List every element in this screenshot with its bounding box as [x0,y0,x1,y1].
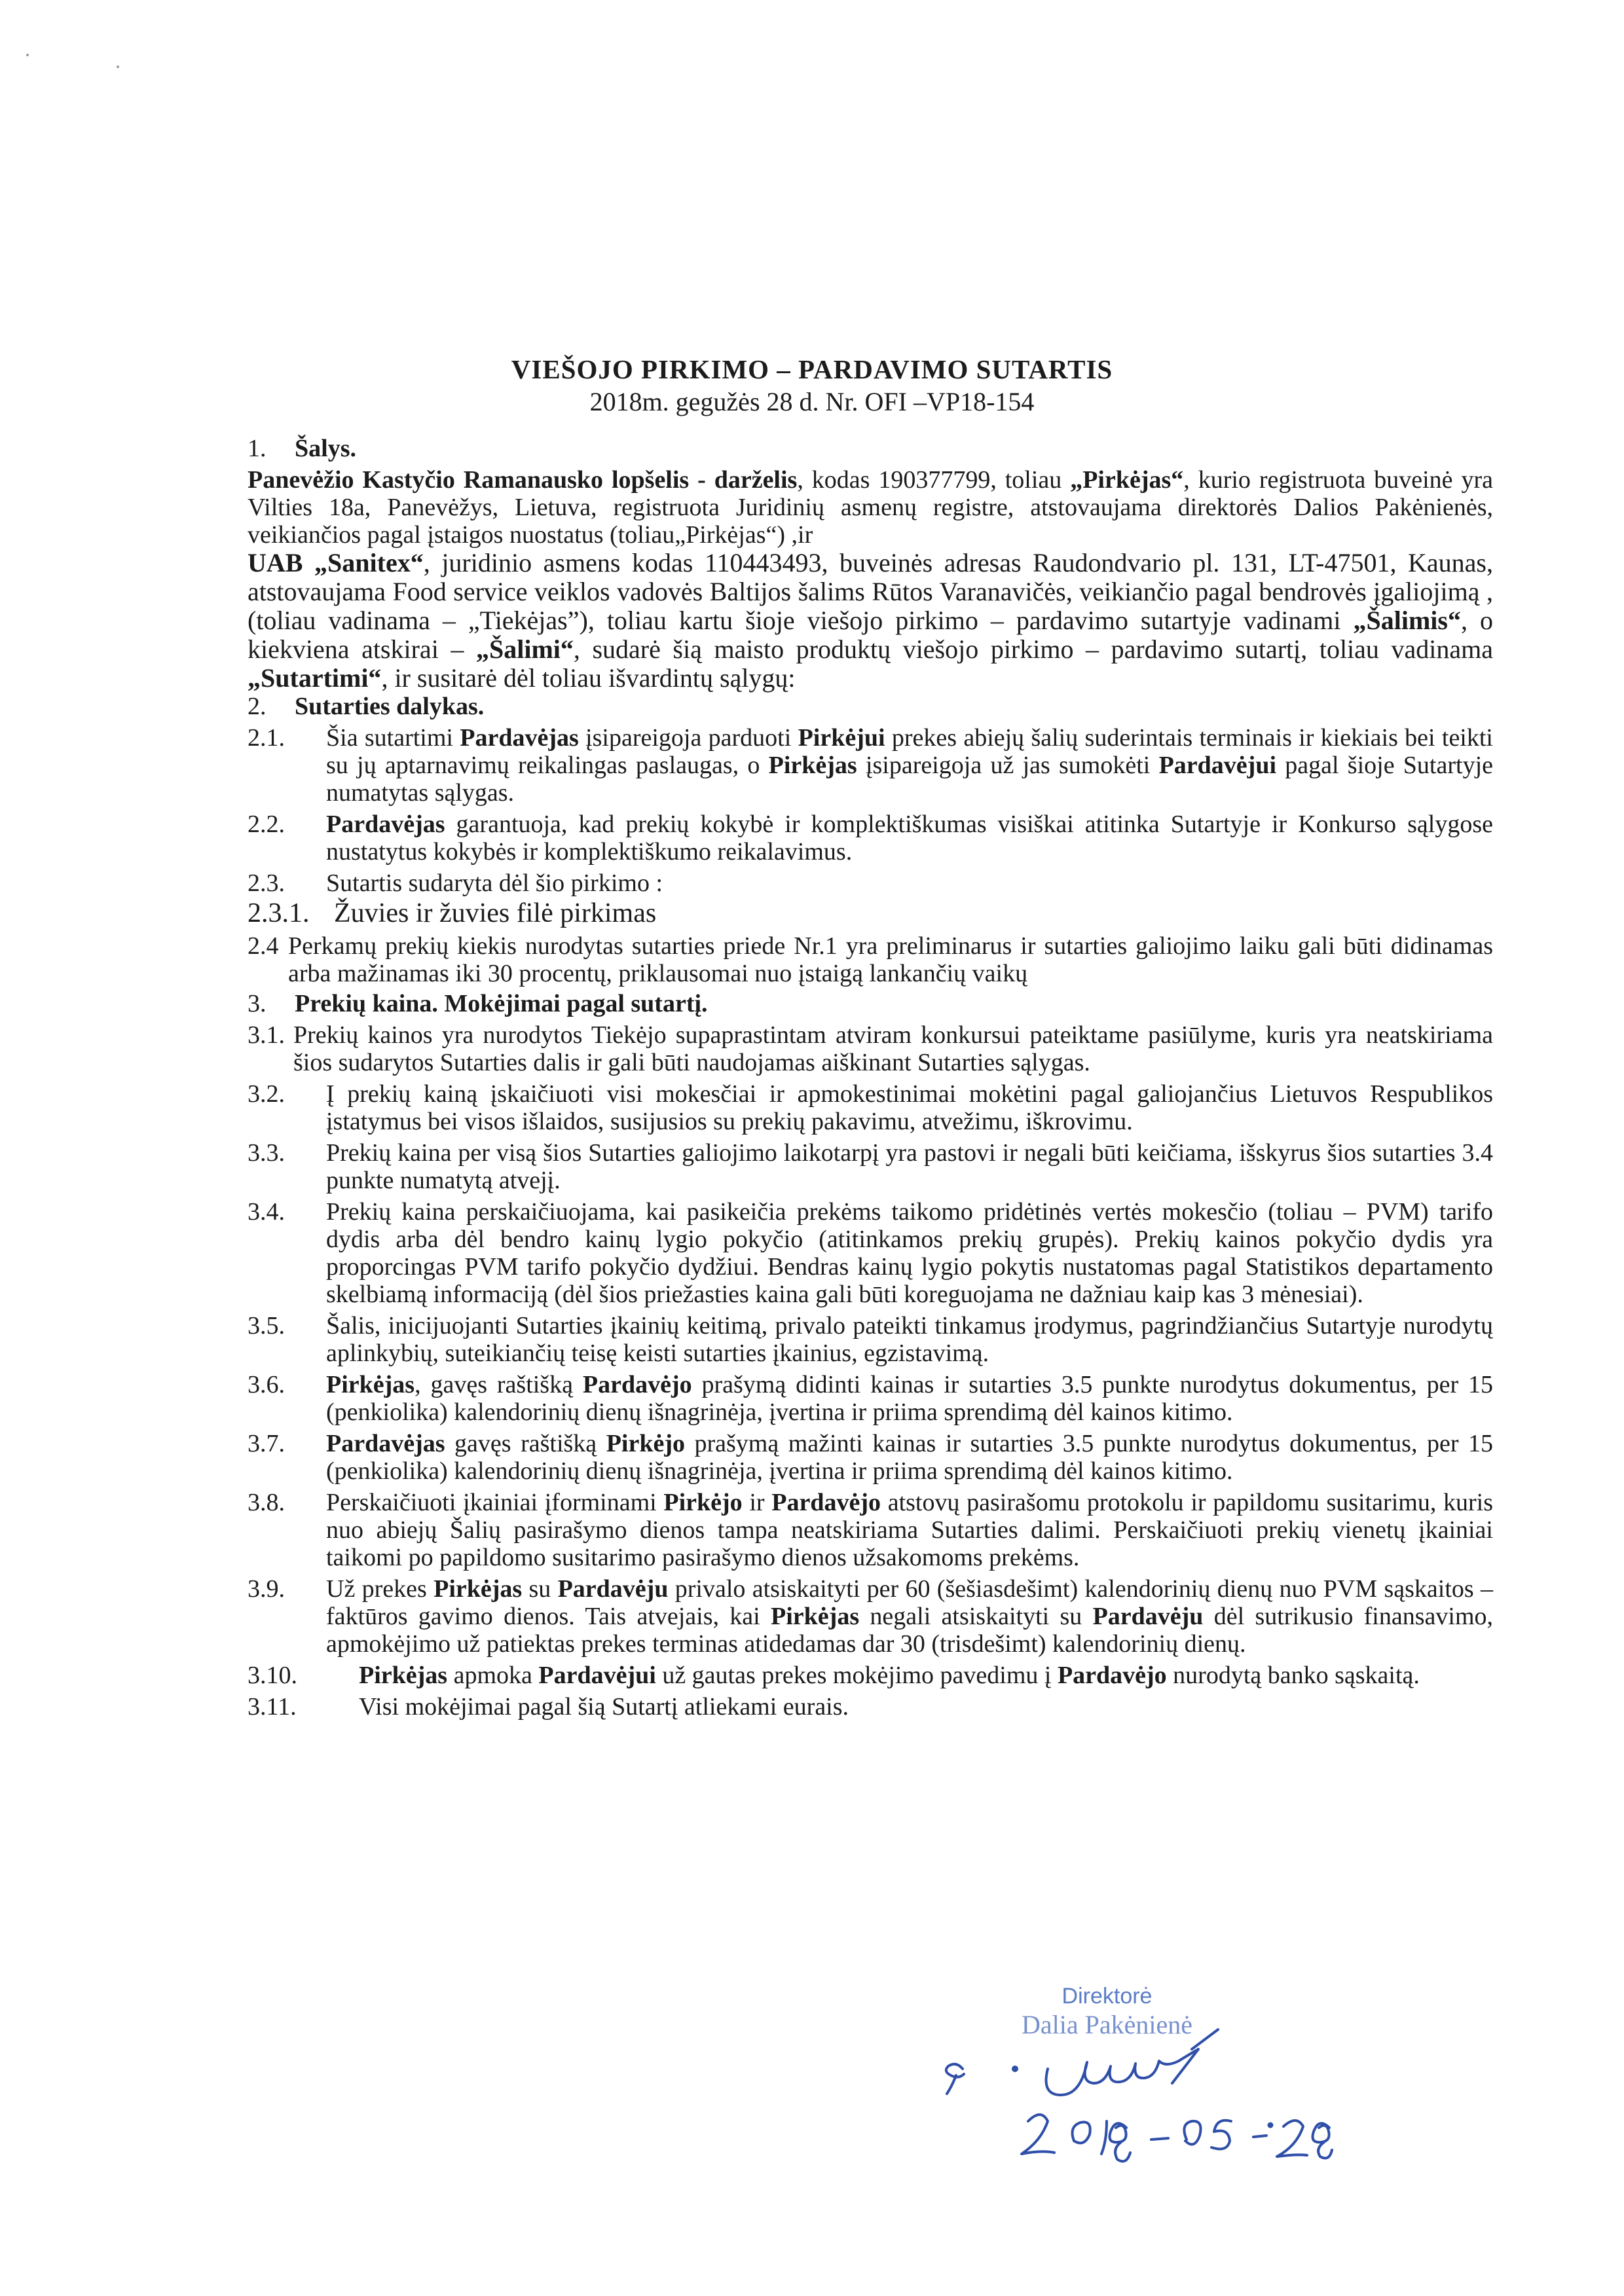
clause-text: Prekių kainos yra nurodytos Tiekėjo supaprastintam atviram konkursui pateiktame pasiūlyme, kuris yra neatskiriama šios sudarytos Sutarties dalis ir gali būti naudojamas aiškinant Sutarties sąlygas. [293,1021,1493,1076]
clause-number: 3.2. [248,1080,285,1108]
text-span: Perskaičiuoti įkainiai įforminami [326,1489,664,1516]
bold-term: Pardavėjo [1057,1662,1167,1689]
clause-3-1 [248,1021,1493,1076]
section-number: 2. [248,693,267,720]
text-span: pagal šioje Sutartyje numatytas sąlygas. [326,752,1493,807]
scan-speck [26,54,29,56]
section-heading [248,693,1493,720]
bold-term: Pirkėjo [663,1489,743,1516]
text-span: , kurio registruota buveinė yra Vilties 18a, Panevėžys, Lietuva, registruota Juridinių asmenų registre, atstovaujama direktorės Dalios Pakėnienės, veikiančios pagal įstaigos nuostatus (toliau„Pirkėjas“) ,ir [248,466,1493,549]
bold-term: Pardavėjo [771,1489,881,1516]
clause-number: 3.1. [248,1021,285,1049]
clause-number: 3.8. [248,1489,285,1516]
clause-number: 3.9. [248,1575,285,1603]
bold-term: Pirkėjas [359,1662,448,1689]
text-span: gavęs raštišką [445,1430,606,1457]
text-span: , sudarė šią maisto produktų viešojo pirkimo – pardavimo sutartį, toliau vadinama [573,634,1493,664]
clause-3-11 [248,1693,1493,1721]
bold-term: Pardavėjas [326,1430,445,1457]
clause-number: 3.6. [248,1371,285,1398]
clause-2-4 [248,932,1493,987]
clause-text [326,1371,1493,1426]
bold-term: Pardavėju [557,1575,669,1603]
clause-number: 2.3.1. [248,898,310,928]
clause-number: 2.3. [248,869,285,897]
clause-text: Perkamų prekių kiekis nurodytas sutarties priede Nr.1 yra preliminarus ir sutarties galiojimo laiku gali būti didinamas arba mažinamas iki 30 procentų, priklausomai nuo įstaigą lankančių vaikų [288,932,1493,987]
clause-3-10 [248,1662,1493,1689]
bold-term: Pirkėjui [798,724,885,752]
contract-term: „Sutartimi“ [248,663,382,693]
text-span: prašymą mažinti kainas ir sutarties 3.5 punkte nurodytus dokumentus, per 15 (penkiolika) kalendorinių dienų išnagrinėja, įvertina ir priima sprendimą dėl kainos kitimo. [326,1430,1493,1485]
text-span: , ir susitarė dėl toliau išvardintų sąlygų: [381,663,796,693]
text-span: dėl sutrikusio finansavimo, apmokėjimo už patiektas prekes terminas atidedamas dar 30 (trisdešimt) kalendorinių dienų. [326,1603,1494,1658]
text-span: įsipareigoja parduoti [578,724,798,752]
handwritten-signature [943,2023,1349,2193]
text-span: prašymą didinti kainas ir sutarties 3.5 punkte nurodytus dokumentus, per 15 (penkiolika) kalendorinių dienų išnagrinėja, įvertina ir priima sprendimą dėl kainos kitimo. [326,1371,1493,1426]
bold-term: Pardavėjas [460,724,579,752]
clause-3-6 [248,1371,1493,1426]
text-span: , kodas 190377799, toliau [797,466,1071,494]
text-span: prekes abiejų šalių suderintais terminais ir kiekiais bei teikti su jų aptarnavimų reikalingas paslaugas, o [326,724,1493,779]
bold-term: Pardavėjui [1158,752,1277,779]
clause-2-3-1 [248,897,1493,930]
clause-text [326,1489,1493,1571]
clause-3-8 [248,1489,1493,1571]
text-span: įsipareigoja už jas sumokėti [857,752,1159,779]
text-span: negali atsiskaityti su [859,1603,1093,1630]
text-span: nurodytą banko sąskaitą. [1166,1662,1420,1689]
bold-term: Pirkėjas [326,1371,415,1398]
clause-number: 3.5. [248,1312,285,1339]
text-span: Už prekes [326,1575,434,1603]
bold-term: Pardavėjui [538,1662,656,1689]
text-span: privalo atsiskaityti per 60 (šešiasdešimt) kalendorinių dienų nuo PVM sąskaitos – faktūros gavimo dienos. Tais atvejais, kai [326,1575,1493,1630]
clause-2-3 [248,869,1493,897]
stamp-name: Dalia Pakėnienė [1022,2010,1192,2039]
section-number: 3. [248,990,267,1017]
clause-2-1 [248,724,1493,807]
clause-3-3 [248,1139,1493,1194]
document-subtitle: 2018m. gegužės 28 d. Nr. OFI –VP18-154 [589,387,1035,416]
text-span: , o kiekviena atskirai – [248,606,1494,664]
scan-speck [117,65,119,68]
clause-3-7 [248,1430,1493,1485]
clause-text [326,811,1493,866]
text-span: atstovų pasirašomu protokolu ir papildomu susitarimu, kuris nuo abiejų Šalių pasirašymo dienos tampa neatskiriama Sutarties dalimi. Perskaičiuoti prekių vienetų įkainiai taikomi po papildomo susitarimo pasirašymo dienos užsakomoms prekėms. [326,1489,1493,1571]
bold-term: Pirkėjas [768,752,857,779]
clause-3-9 [248,1575,1493,1658]
parties-term: „Šalimis“ [1353,606,1461,635]
stamp-role: Direktorė [1061,1984,1153,2009]
section-title: Sutarties dalykas. [295,693,485,720]
section-heading [248,435,1493,462]
document-title: VIEŠOJO PIRKIMO – PARDAVIMO SUTARTIS [511,354,1113,384]
clause-text [326,1430,1493,1485]
bold-term: Pirkėjas [434,1575,523,1603]
clause-number: 3.11. [248,1693,297,1721]
clause-2-2 [248,811,1493,866]
clause-text [359,1662,1493,1689]
text-span: ir [742,1489,772,1516]
document-body [248,435,1493,1721]
text-span: garantuoja, kad prekių kokybė ir komplektiškumas visiškai atitinka Sutartyje ir Konkurso sąlygose nustatytus kokybės ir komplektiškumo reikalavimus. [326,811,1493,866]
clause-3-4 [248,1198,1493,1308]
party-supplier-paragraph [248,549,1493,693]
clause-3-5 [248,1312,1493,1367]
clause-number: 2.1. [248,724,285,752]
bold-term: Pardavėjas [326,811,445,838]
clause-text: Visi mokėjimai pagal šią Sutartį atliekami eurais. [359,1693,849,1721]
text-span: , gavęs raštišką [415,1371,583,1398]
bold-term: Pardavėjo [582,1371,692,1398]
party-term: „Šalimi“ [475,634,574,664]
party-buyer-paragraph [248,466,1493,549]
section-heading [248,990,1493,1017]
bold-term: Pirkėjas [771,1603,860,1630]
text-span: apmoka [447,1662,539,1689]
clause-number: 2.2. [248,811,285,838]
text-span: už gautas prekes mokėjimo pavedimu į [655,1662,1058,1689]
clause-text [326,1575,1493,1658]
clause-text: Šalis, inicijuojanti Sutarties įkainių keitimą, privalo pateikti tinkamus įrodymus, pagrindžiančius Sutartyje nurodytų aplinkybių, suteikiančių teisę keisti sutarties įkainius, egzistavimą. [326,1312,1493,1367]
section-title: Prekių kaina. Mokėjimai pagal sutartį. [295,990,708,1017]
clause-text: Į prekių kainą įskaičiuoti visi mokesčiai ir apmokestinimai mokėtini pagal galiojančius Lietuvos Respublikos įstatymus bei visos išlaidos, susijusios su prekių pakavimu, atvežimu, iškrovimu. [326,1080,1493,1135]
supplier-name: UAB „Sanitex“ [248,548,424,577]
text-span: , juridinio asmens kodas 110443493, buveinės adresas Raudondvario pl. 131, LT-47501, Kaunas, atstovaujama Food service veiklos vadovės Baltijos šalims Rūtos Varanavičės, veikiančio pagal bendrovės įgaliojimą , (toliau vadinama – „Tiekėjas”), toliau kartu šioje viešojo pirkimo – pardavimo sutartyje vadinami [248,548,1493,635]
buyer-name: Panevėžio Kastyčio Ramanausko lopšelis - darželis [248,466,798,494]
clause-text: Prekių kaina per visą šios Sutarties galiojimo laikotarpį yra pastovi ir negali būti keičiama, išskyrus šios sutarties 3.4 punkte numatytą atvejį. [326,1139,1493,1194]
clause-text: Žuvies ir žuvies filė pirkimas [334,898,657,928]
clause-text: Prekių kaina perskaičiuojama, kai pasikeičia prekėms taikomo pridėtinės vertės mokesčio (toliau – PVM) tarifo dydis arba dėl bendro kainų lygio pokyčio (atitinkamos prekių grupės). Prekių kainos pokyčio dydis yra proporcingas PVM tarifo pokyčio dydžiui. Bendras kainų lygio pokytis nustatomas pagal Statistikos departamento skelbiamą informaciją (dėl šios priežasties kaina gali būti koreguojama ne dažniau kaip kas 3 mėnesiai). [326,1198,1493,1308]
clause-text: Sutartis sudaryta dėl šio pirkimo : [326,869,663,897]
clause-3-2 [248,1080,1493,1135]
clause-number: 3.3. [248,1139,285,1167]
bold-term: Pirkėjo [606,1430,685,1457]
section-number: 1. [248,435,267,462]
buyer-term: „Pirkėjas“ [1070,466,1184,494]
text-span: su [522,1575,558,1603]
clause-number: 3.10. [248,1662,297,1689]
section-title: Šalys. [295,435,356,462]
clause-number: 3.4. [248,1198,285,1226]
text-span: Šia sutartimi [326,724,460,752]
bold-term: Pardavėju [1092,1603,1204,1630]
clause-number: 3.7. [248,1430,285,1457]
clause-text [326,724,1493,807]
clause-number: 2.4 [248,932,279,960]
